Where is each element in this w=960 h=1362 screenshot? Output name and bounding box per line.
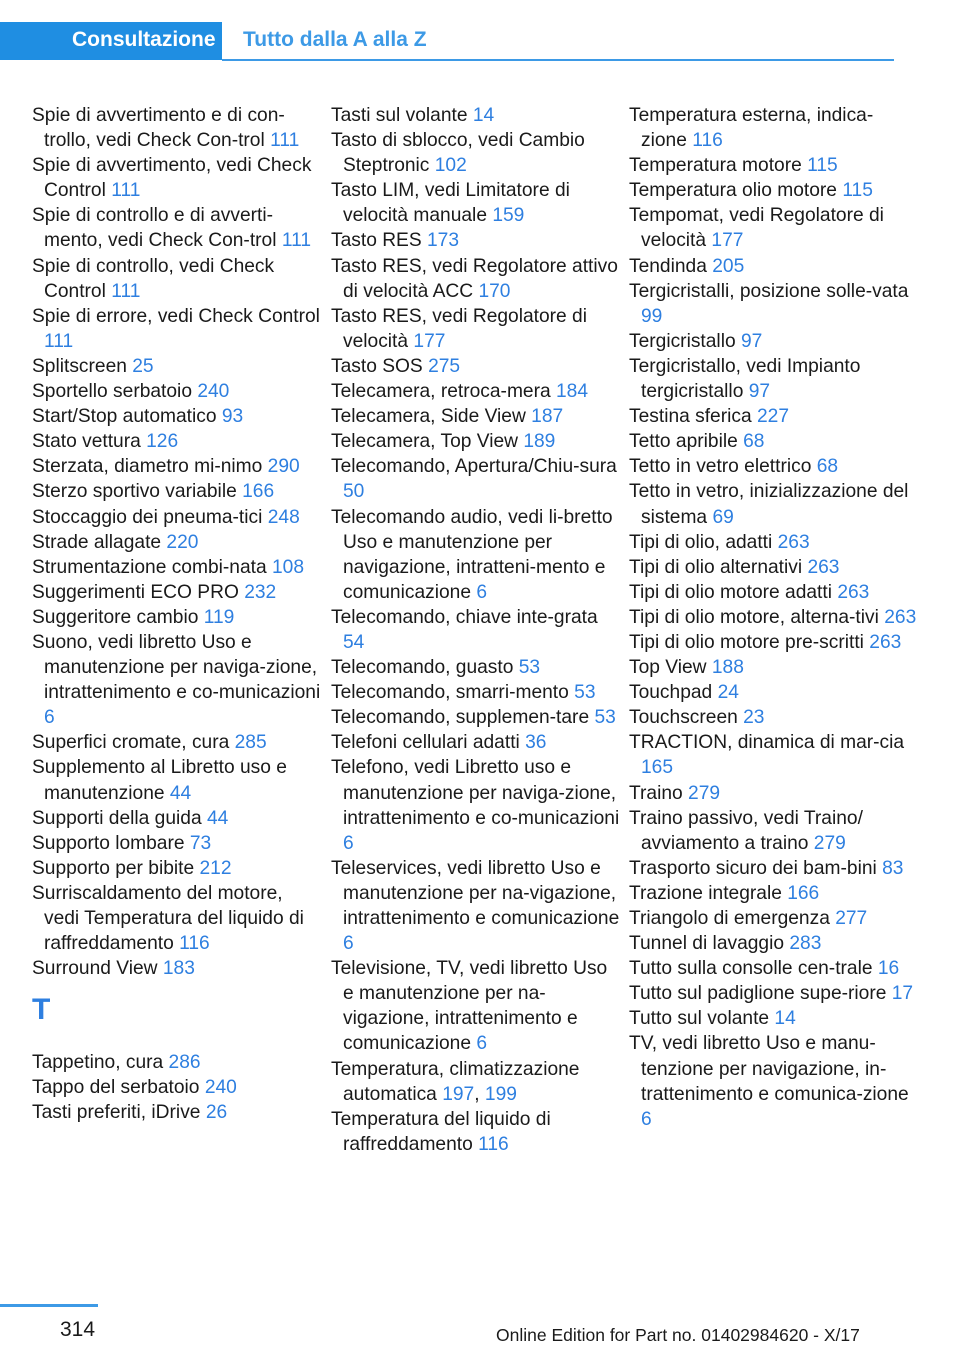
index-entry-text: Strade allagate — [32, 531, 162, 553]
index-entry — [629, 730, 919, 780]
index-entry — [629, 981, 919, 1006]
index-entry-text: Supplemento al Libretto uso e manutenzione — [32, 757, 287, 804]
index-entry: Temperatura, climatizzazione automatica 197, 199 — [331, 1058, 580, 1105]
page-reference-link[interactable]: 240 — [204, 1077, 237, 1099]
page-reference-link[interactable]: 111 — [111, 280, 141, 302]
page-reference-link[interactable]: 53 — [518, 657, 541, 679]
index-entry-text: Tergicristallo — [629, 330, 736, 352]
page-reference-link[interactable]: 102 — [434, 155, 467, 177]
index-entry-text: Telecomando, Apertura/Chiu‐sura — [331, 456, 617, 478]
index-entry — [629, 705, 919, 730]
index-entry-text: Tasto LIM, vedi Limitatore di velocità manuale — [331, 180, 570, 227]
index-entry — [32, 630, 322, 730]
index-entry-text: Triangolo di emergenza — [629, 908, 830, 929]
page-reference-link[interactable]: 26 — [205, 1102, 228, 1124]
index-entry — [32, 580, 322, 605]
page-reference-link[interactable]: 6 — [476, 581, 488, 603]
index-entry-text: Start/Stop automatico — [32, 406, 217, 428]
index-entry-text: Tergicristalli, posizione solle‐vata — [629, 280, 909, 302]
page-reference-link[interactable]: 220 — [166, 531, 199, 553]
index-entry — [32, 881, 322, 956]
index-entry — [331, 429, 621, 454]
footer-rule — [0, 1304, 98, 1307]
page-reference-link[interactable]: 69 — [712, 506, 734, 528]
index-entry-text: Surriscaldamento del motore, vedi Temperatura del liquido di raffreddamento — [32, 882, 304, 955]
index-entry — [629, 956, 919, 981]
index-entry — [331, 730, 621, 755]
page-reference-link[interactable]: 184 — [556, 381, 589, 403]
index-entry-text: Sterzata, diametro mi‐nimo — [32, 456, 263, 478]
page-reference-link[interactable]: 115 — [842, 180, 873, 202]
index-entry-text: Telecamera, retroca‐mera — [331, 381, 551, 403]
index-entry — [629, 1031, 919, 1131]
index-entry — [331, 254, 621, 304]
page-reference-link[interactable]: 116 — [478, 1133, 509, 1155]
page-reference-link[interactable]: 173 — [427, 230, 460, 252]
index-entry-text: Tasto SOS — [331, 355, 423, 377]
index-entry-text: Tutto sul volante — [629, 1008, 770, 1030]
page-reference-link[interactable]: 111 — [111, 180, 141, 202]
page-reference-link[interactable]: 263 — [884, 606, 917, 628]
index-entry — [32, 479, 322, 504]
index-entry-text: Tasto RES, vedi Regolatore di velocità — [331, 305, 587, 352]
header-rule — [222, 59, 894, 61]
index-entry — [331, 128, 621, 178]
page-reference-link[interactable]: 17 — [891, 983, 914, 1005]
index-entry-text: Sterzo sportivo variabile — [32, 481, 237, 503]
page-reference-link[interactable]: 170 — [478, 280, 511, 302]
page-reference-link[interactable]: 286 — [168, 1052, 201, 1074]
index-entry — [32, 831, 322, 856]
index-entry-text: Superfici cromate, cura — [32, 732, 230, 754]
page-reference-link[interactable]: 6 — [343, 832, 354, 854]
index-entry-text: Suggerimenti ECO PRO — [32, 581, 239, 603]
page-reference-link[interactable]: 99 — [641, 305, 663, 327]
page-reference-link[interactable]: 263 — [807, 556, 840, 578]
index-entry — [32, 429, 322, 454]
index-entry — [331, 605, 621, 655]
index-entry — [629, 906, 919, 931]
index-entry — [32, 454, 322, 479]
index-entry-text: Temperatura motore — [629, 155, 802, 177]
page-reference-link[interactable]: 6 — [476, 1033, 488, 1055]
page-reference-link[interactable]: 285 — [234, 732, 267, 754]
index-entry-text: Tipi di olio motore pre‐scritti — [629, 631, 864, 653]
index-entry — [32, 379, 322, 404]
index-entry-text: Tasto RES — [331, 230, 422, 252]
page-reference-link[interactable]: 54 — [343, 631, 365, 653]
index-entry — [629, 203, 919, 253]
index-column-3 — [629, 103, 919, 1132]
edition-note: Online Edition for Part no. 01402984620 - X/17 — [496, 1325, 860, 1345]
index-entry — [629, 806, 919, 856]
index-entry-text: Suono, vedi libretto Uso e manutenzione per naviga‐zione, intrattenimento e co‐municazioni — [32, 631, 321, 704]
index-entry-text: Surround View — [32, 958, 158, 980]
page-reference-link[interactable]: 68 — [743, 431, 765, 453]
index-entry — [629, 479, 919, 529]
index-entry — [629, 781, 919, 806]
page-reference-link[interactable]: 53 — [574, 682, 596, 704]
index-entry-text: Supporto per bibite — [32, 857, 195, 879]
page-reference-link[interactable]: 83 — [882, 857, 904, 879]
index-entry — [32, 530, 322, 555]
index-entry-text: Tetto apribile — [629, 431, 738, 453]
index-entry — [331, 505, 621, 605]
index-entry — [331, 404, 621, 429]
index-entry-text: Temperatura olio motore — [629, 180, 837, 202]
page-reference-link[interactable]: 279 — [688, 782, 721, 804]
page-reference-link[interactable]: 115 — [807, 155, 838, 177]
page-reference-link[interactable]: 263 — [837, 581, 870, 603]
index-entry-text: Telecomando, chiave inte‐grata — [331, 606, 598, 628]
index-entry-text: Telecomando, guasto — [331, 657, 514, 679]
index-entry-text: Spie di controllo, vedi Check Control — [32, 255, 275, 302]
index-entry — [629, 580, 919, 605]
section-title: Consultazione — [72, 28, 216, 51]
page-reference-link[interactable]: 16 — [877, 958, 900, 980]
index-entry — [331, 103, 621, 128]
index-entry — [629, 605, 919, 630]
index-entry — [331, 755, 621, 855]
page-reference-link[interactable]: 108 — [271, 556, 304, 578]
page-header — [0, 0, 960, 64]
index-entry-text: Telecamera, Top View — [331, 431, 518, 453]
page-reference-link[interactable]: 6 — [343, 933, 354, 955]
index-entry — [32, 153, 322, 203]
page-reference-link[interactable]: 166 — [242, 481, 275, 503]
page-reference-link[interactable]: 189 — [523, 431, 556, 453]
page-reference-link[interactable]: 68 — [816, 456, 839, 478]
index-entry — [32, 605, 322, 630]
index-entry-text: Televisione, TV, vedi libretto Uso e manutenzione per na‐vigazione, intrattenimento e comunicazione — [331, 958, 608, 1055]
page-reference-link[interactable]: 277 — [835, 908, 868, 929]
page-reference-link[interactable]: 263 — [777, 531, 810, 553]
page-reference-link[interactable]: 165 — [641, 757, 674, 779]
page-reference-link[interactable]: 248 — [267, 506, 300, 528]
index-entry — [331, 178, 621, 228]
index-entry-text: Tutto sulla consolle cen‐trale — [629, 958, 873, 980]
index-entry — [331, 1107, 621, 1157]
page-reference-link[interactable]: 188 — [711, 657, 744, 679]
index-entry-text: Stato vettura — [32, 431, 141, 453]
index-entry — [32, 203, 322, 253]
index-entry — [629, 530, 919, 555]
index-entry-text: Touchscreen — [629, 707, 738, 729]
index-entry — [32, 730, 322, 755]
page-reference-link[interactable]: 166 — [787, 882, 820, 904]
page-reference-link[interactable]: 119 — [203, 606, 235, 628]
index-entry-text: Temperatura del liquido di raffreddamento — [331, 1108, 551, 1155]
index-entry — [629, 404, 919, 429]
index-entry — [629, 881, 919, 906]
index-entry-text: Tetto in vetro elettrico — [629, 456, 812, 478]
index-entry — [32, 856, 322, 881]
index-entry — [32, 304, 322, 354]
page-reference-link[interactable]: 97 — [740, 330, 763, 352]
index-entry — [629, 931, 919, 956]
index-column-1 — [32, 103, 322, 1126]
page-reference-link[interactable]: 44 — [206, 807, 229, 829]
page-reference-link[interactable]: 199 — [484, 1083, 517, 1105]
index-entry-text: Tasto RES, vedi Regolatore attivo di velocità ACC — [331, 255, 618, 302]
page-reference-link[interactable]: 25 — [132, 355, 154, 377]
index-entry — [32, 806, 322, 831]
page-reference-link[interactable]: 183 — [162, 958, 195, 980]
page-reference-link[interactable]: 290 — [267, 456, 300, 478]
index-entry — [32, 1100, 322, 1125]
index-entry-text: Telecamera, Side View — [331, 406, 526, 428]
index-entry-text: Tappo del serbatoio — [32, 1077, 200, 1099]
page-reference-link[interactable]: 205 — [712, 255, 745, 277]
index-entry-text: Spie di avvertimento e di con‐trollo, vedi Check Con‐trol — [32, 105, 285, 152]
index-entry-text: TV, vedi libretto Uso e manu‐tenzione per navigazione, in‐trattenimento e comunica‐zione — [629, 1033, 909, 1105]
index-entry — [331, 304, 621, 354]
index-entry-text: Teleservices, vedi libretto Uso e manutenzione per na‐vigazione, intrattenimento e comunicazione — [331, 857, 620, 929]
index-entry — [629, 856, 919, 881]
page-reference-link[interactable]: 44 — [169, 782, 192, 804]
page-reference-link[interactable]: 116 — [179, 933, 210, 955]
index-entry — [331, 956, 621, 1056]
index-entry-text: Tempomat, vedi Regolatore di velocità — [629, 205, 884, 252]
index-entry — [32, 555, 322, 580]
index-entry-text: Touchpad — [629, 682, 713, 704]
index-column-2 — [331, 103, 621, 1157]
page-reference-link[interactable]: 159 — [492, 205, 525, 227]
index-entry — [629, 655, 919, 680]
index-entry-text: Tergicristallo, vedi Impianto tergicristallo — [629, 355, 861, 403]
index-entry — [331, 655, 621, 680]
index-entry-text: Supporti della guida — [32, 807, 202, 829]
index-entry-text: Spie di errore, vedi Check Control — [32, 305, 320, 327]
index-entry — [629, 254, 919, 279]
page-reference-link[interactable]: 275 — [428, 355, 461, 377]
index-entry-text: Tetto in vetro, inizializzazione del sistema — [629, 481, 909, 528]
index-entry-text: Tutto sul padiglione supe‐riore — [629, 983, 887, 1005]
index-entry — [629, 329, 919, 354]
page-reference-link[interactable]: 283 — [789, 933, 822, 955]
page-reference-link[interactable]: 187 — [531, 406, 564, 428]
index-entry-text: Tipi di olio motore, alterna‐tivi — [629, 606, 879, 628]
index-entry-text: Telefono, vedi Libretto uso e manutenzione per naviga‐zione, intrattenimento e co‐municazioni — [331, 757, 620, 829]
index-entry-text: Tasto di sblocco, vedi Cambio Steptronic — [331, 130, 585, 177]
page-reference-link[interactable]: 93 — [221, 406, 244, 428]
page-reference-link[interactable]: 279 — [813, 832, 846, 854]
index-entry-text: Telecomando audio, vedi li‐bretto Uso e manutenzione per navigazione, intratteni‐mento e comunicazione — [331, 506, 613, 603]
index-entry-text: Sportello serbatoio — [32, 381, 192, 403]
page-reference-link[interactable]: 240 — [197, 381, 230, 403]
index-entry-text: Telefoni cellulari adatti — [331, 732, 520, 754]
index-entry-text: Strumentazione combi‐nata — [32, 556, 267, 578]
index-entry-text: Suggeritore cambio — [32, 606, 199, 628]
page-reference-link[interactable]: 14 — [472, 105, 495, 126]
index-entry — [629, 178, 919, 203]
page-reference-link[interactable]: 24 — [717, 682, 739, 704]
page-reference-link[interactable]: 97 — [748, 381, 771, 403]
page-reference-link[interactable]: 177 — [711, 230, 744, 252]
index-entry-text: Telecomando, smarri‐mento — [331, 682, 569, 704]
index-entry-text: Telecomando, supplemen‐tare — [331, 707, 590, 729]
index-entry — [32, 755, 322, 805]
index-entry — [629, 1006, 919, 1031]
index-entry-text: Tendinda — [629, 255, 707, 277]
index-entry — [629, 454, 919, 479]
index-entry — [331, 379, 621, 404]
index-entry — [629, 103, 919, 153]
page-reference-link[interactable]: 53 — [594, 707, 616, 729]
index-entry — [629, 680, 919, 705]
index-entry-text: Trasporto sicuro dei bam‐bini — [629, 857, 877, 879]
index-letter-heading: T — [32, 993, 51, 1027]
index-entry — [331, 228, 621, 253]
page-reference-link[interactable]: 177 — [413, 330, 446, 352]
index-entry — [32, 505, 322, 530]
page-reference-link[interactable]: 263 — [869, 631, 902, 653]
index-entry — [629, 354, 919, 404]
page-reference-link[interactable]: 126 — [146, 431, 179, 453]
page-reference-link[interactable]: 111 — [270, 130, 300, 152]
page-reference-link[interactable]: 73 — [189, 832, 212, 854]
index-entry-text: TRACTION, dinamica di mar‐cia — [629, 732, 905, 754]
index-entry-text: Stoccaggio dei pneuma‐tici — [32, 506, 263, 528]
page-reference-link[interactable]: 36 — [525, 732, 547, 754]
page-reference-link[interactable]: 111 — [281, 230, 311, 252]
index-entry — [32, 354, 322, 379]
page-reference-link[interactable]: 14 — [774, 1008, 796, 1030]
index-entry — [629, 279, 919, 329]
index-entry — [629, 429, 919, 454]
index-entry-text: Temperatura, climatizzazione automatica — [331, 1058, 580, 1105]
index-entry-text: Tappetino, cura — [32, 1052, 164, 1074]
page-reference-link[interactable]: 116 — [692, 130, 723, 152]
page-reference-link[interactable]: 50 — [343, 481, 365, 503]
index-entry — [32, 404, 322, 429]
index-entry — [32, 1050, 322, 1075]
index-entry — [331, 354, 621, 379]
page-reference-link[interactable]: 232 — [244, 581, 277, 603]
page-reference-link[interactable]: 227 — [756, 406, 789, 428]
index-entry — [629, 153, 919, 178]
index-entry — [629, 630, 919, 655]
index-entry — [32, 103, 322, 153]
index-entry-text: Spie di avvertimento, vedi Check Control — [32, 155, 312, 202]
page-reference-link[interactable]: 212 — [199, 857, 232, 879]
index-entry-text: Testina sferica — [629, 406, 752, 428]
index-entry — [331, 680, 621, 705]
page-reference-link[interactable]: 197 — [442, 1083, 475, 1105]
index-entry-text: Tipi di olio alternativi — [629, 556, 803, 578]
page-reference-link[interactable]: 6 — [44, 707, 55, 729]
subsection-title: Tutto dalla A alla Z — [243, 28, 427, 51]
index-entry — [331, 856, 621, 956]
page-number: 314 — [60, 1318, 96, 1341]
index-entry — [32, 254, 322, 304]
index-entry — [331, 454, 621, 504]
index-entry-text: Traino — [629, 782, 683, 804]
index-entry-text: Tipi di olio, adatti — [629, 531, 773, 553]
page-reference-link[interactable]: 6 — [641, 1108, 652, 1130]
index-entry-text: Splitscreen — [32, 355, 127, 377]
index-entry — [32, 1075, 322, 1100]
index-entry-text: Traino passivo, vedi Traino/ avviamento a traino — [629, 807, 863, 854]
index-entry-text: Top View — [629, 657, 707, 679]
page-reference-link[interactable]: 23 — [743, 707, 765, 729]
index-entry — [331, 705, 621, 730]
index-entry — [629, 555, 919, 580]
index-entry-text: Tasti sul volante — [331, 105, 468, 126]
index-entry-text: Temperatura esterna, indica‐zione — [629, 105, 874, 152]
page-reference-link[interactable]: 111 — [44, 330, 74, 352]
index-entry-text: Tasti preferiti, iDrive — [32, 1102, 201, 1124]
index-entry-text: Tipi di olio motore adatti — [629, 581, 832, 603]
index-entry-text: Trazione integrale — [629, 882, 782, 904]
index-entry-text: Spie di controllo e di avverti‐mento, vedi Check Con‐trol — [32, 205, 277, 252]
index-entry-text: Tunnel di lavaggio — [629, 933, 785, 955]
index-entry-text: Supporto lombare — [32, 832, 185, 854]
index-entry — [32, 956, 322, 981]
